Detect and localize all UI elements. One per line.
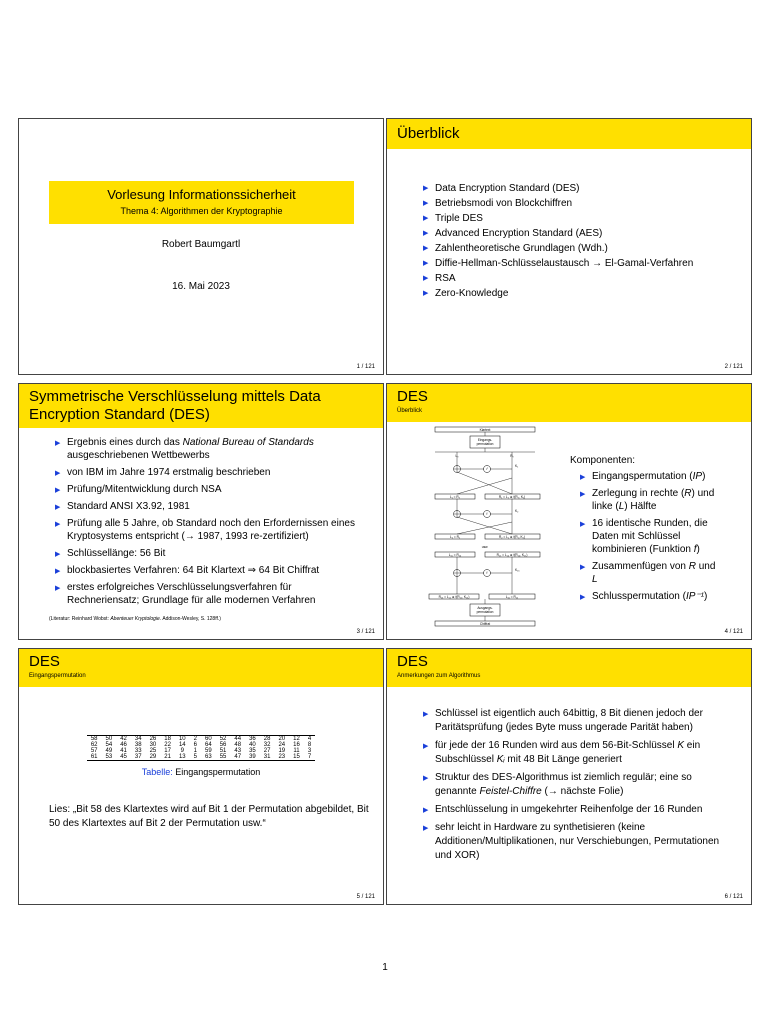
table-cell: 21 bbox=[164, 754, 171, 760]
svg-text:L₂ = R₁: L₂ = R₁ bbox=[449, 535, 461, 539]
lecture-subtitle: Thema 4: Algorithmen der Kryptographie bbox=[120, 206, 283, 216]
slide-2 bbox=[386, 118, 752, 375]
slide-header bbox=[387, 649, 751, 687]
table-cell: 10 bbox=[178, 736, 186, 742]
svg-text:R₁ = L₀ ⊕ f(R₀, K₁): R₁ = L₀ ⊕ f(R₀, K₁) bbox=[498, 495, 526, 499]
svg-text:L₁₅ = R₁₄: L₁₅ = R₁₄ bbox=[448, 553, 462, 557]
table-cell: 20 bbox=[278, 736, 286, 742]
slide-title: DES bbox=[397, 388, 428, 405]
table-cell: 61 bbox=[90, 754, 98, 760]
list-item: ▶ Ergebnis eines durch das National Bureau of Standards ausgeschriebenen Wettbewerbs bbox=[55, 436, 360, 462]
table-cell: 25 bbox=[149, 748, 157, 754]
slide-page-number: 4 / 121 bbox=[724, 629, 743, 635]
ip-label: Eingangs- bbox=[477, 438, 493, 442]
table-cell: 34 bbox=[134, 736, 142, 742]
svg-text:R₀: R₀ bbox=[510, 454, 514, 458]
list-item: ▶ Betriebsmodi von Blockchiffren bbox=[423, 198, 743, 209]
table-cell: 62 bbox=[90, 742, 98, 748]
slide-subtitle: Anmerkungen zum Algorithmus bbox=[397, 673, 481, 679]
list-item: ▶ Prüfung alle 5 Jahre, ob Standard noch den Erfordernissen eines Kryptosystems entspricht (→ 1987, 1993 re-zertifiziert) bbox=[55, 517, 360, 543]
table-cell: 42 bbox=[120, 736, 127, 742]
literature-reference: (Literatur: Reinhard Wobst: Abenteuer Kryptologie. Addison-Wesley, S. 128ff.) bbox=[49, 616, 221, 622]
table-cell: 50 bbox=[105, 736, 113, 742]
slide-6 bbox=[386, 648, 752, 905]
table-cell: 37 bbox=[134, 754, 142, 760]
list-item: ▶ erstes erfolgreiches Verschlüsselungsverfahren für Rechneriensatz; Grundlage für alle modernen Verfahren bbox=[55, 581, 360, 607]
date: 16. Mai 2023 bbox=[172, 281, 230, 292]
chiffrat-label: Chiffrat bbox=[479, 622, 491, 626]
svg-text:L₀: L₀ bbox=[455, 454, 459, 458]
document-page-number: 1 bbox=[382, 962, 388, 973]
list-item: ▶ 16 identische Runden, die Daten mit Schlüssel kombinieren (Funktion f) bbox=[580, 517, 720, 556]
fp-label: Ausgangs- bbox=[477, 606, 493, 610]
slide-header bbox=[19, 384, 383, 428]
table-cell: 52 bbox=[219, 736, 227, 742]
list-item: ▶ blockbasiertes Verfahren: 64 Bit Klartext ⇒ 64 Bit Chiffrat bbox=[55, 564, 360, 577]
table-cell: 44 bbox=[234, 736, 242, 742]
svg-text:K₂: K₂ bbox=[515, 509, 519, 513]
permutation-table-wrap bbox=[19, 735, 383, 777]
list-item: ▶ Zerlegung in rechte (R) und linke (L) Hälfte bbox=[580, 487, 720, 513]
table-cell: 38 bbox=[134, 742, 142, 748]
des-facts-list bbox=[55, 436, 360, 611]
slide-page-number: 2 / 121 bbox=[724, 364, 743, 370]
table-cell: 47 bbox=[234, 754, 242, 760]
table-cell: 29 bbox=[149, 754, 157, 760]
table-cell: 8 bbox=[307, 742, 312, 748]
overview-list bbox=[423, 183, 743, 303]
table-cell: 35 bbox=[249, 748, 256, 754]
table-cell: 60 bbox=[205, 736, 212, 742]
table-cell: 64 bbox=[205, 742, 212, 748]
list-item: ▶ von IBM im Jahre 1974 erstmalig beschrieben bbox=[55, 466, 360, 479]
list-item: ▶ RSA bbox=[423, 273, 743, 284]
des-structure-diagram bbox=[427, 422, 547, 634]
table-cell: 36 bbox=[249, 736, 256, 742]
table-cell: 1 bbox=[193, 748, 197, 754]
table-cell: 54 bbox=[105, 742, 113, 748]
svg-text:permutation: permutation bbox=[476, 610, 494, 614]
title-box bbox=[49, 181, 354, 224]
slide-4 bbox=[386, 383, 752, 640]
table-cell: 5 bbox=[193, 754, 197, 760]
table-cell: 4 bbox=[307, 736, 312, 742]
table-cell: 30 bbox=[149, 742, 157, 748]
table-cell: 63 bbox=[205, 754, 212, 760]
table-cell: 27 bbox=[263, 748, 271, 754]
table-cell: 51 bbox=[219, 748, 227, 754]
list-item: ▶ Triple DES bbox=[423, 213, 743, 224]
list-item: ▶ Diffie-Hellman-Schlüsselaustausch → El-Gamal-Verfahren bbox=[423, 258, 743, 269]
table-cell: 40 bbox=[249, 742, 256, 748]
list-item: ▶ Zusammenfügen von R und L bbox=[580, 560, 720, 586]
slide-header bbox=[19, 649, 383, 687]
list-item: ▶ sehr leicht in Hardware zu synthetisieren (keine Additionen/Multiplikationen, nur Verschiebungen, Permutationen und XOR) bbox=[423, 821, 723, 863]
svg-text:R₁₅ = L₁₄ ⊕ f(R₁₄, K₁₅): R₁₅ = L₁₄ ⊕ f(R₁₄, K₁₅) bbox=[496, 553, 528, 557]
table-cell: 31 bbox=[263, 754, 271, 760]
slide-page-number: 6 / 121 bbox=[724, 894, 743, 900]
slide-page-number: 1 / 121 bbox=[356, 364, 375, 370]
svg-text:permutation: permutation bbox=[476, 442, 494, 446]
svg-text:f: f bbox=[486, 467, 488, 472]
klartext-label: Klartext bbox=[479, 428, 491, 432]
reading-note: Lies: „Bit 58 des Klartextes wird auf Bit 1 der Permutation abgebildet, Bit 50 des Klartextes auf Bit 2 der Permutation usw.“ bbox=[49, 804, 369, 829]
svg-text:L₁ = R₀: L₁ = R₀ bbox=[449, 495, 461, 499]
list-item: ▶ Zero-Knowledge bbox=[423, 288, 743, 299]
svg-text:f: f bbox=[486, 571, 488, 576]
table-cell: 39 bbox=[249, 754, 256, 760]
components-title: Komponenten: bbox=[570, 455, 636, 466]
list-item: ▶ Entschlüsselung in umgekehrter Reihenfolge der 16 Runden bbox=[423, 803, 723, 817]
table-cell: 6 bbox=[193, 742, 197, 748]
list-item: ▶ Data Encryption Standard (DES) bbox=[423, 183, 743, 194]
list-item: ▶ Eingangspermutation (IP) bbox=[580, 470, 720, 483]
list-item: ▶ für jede der 16 Runden wird aus dem 56-Bit-Schlüssel K ein Subschlüssel Kᵢ mit 48 Bit Länge generiert bbox=[423, 739, 723, 767]
table-cell: 9 bbox=[180, 748, 184, 754]
list-item: ▶ Schlusspermutation (IP⁻¹) bbox=[580, 590, 720, 603]
components-list bbox=[580, 470, 720, 603]
table-cell: 2 bbox=[193, 736, 197, 742]
slide-3 bbox=[18, 383, 384, 640]
list-item: ▶ Advanced Encryption Standard (AES) bbox=[423, 228, 743, 239]
list-item: ▶ Zahlentheoretische Grundlagen (Wdh.) bbox=[423, 243, 743, 254]
components-block bbox=[570, 454, 720, 607]
svg-text:K₁₆: K₁₆ bbox=[515, 568, 520, 572]
list-item: ▶ Standard ANSI X3.92, 1981 bbox=[55, 500, 360, 513]
svg-text:K₁: K₁ bbox=[515, 464, 519, 468]
slide-header bbox=[387, 119, 751, 149]
table-cell: 7 bbox=[307, 754, 312, 760]
table-cell: 26 bbox=[149, 736, 157, 742]
table-cell: 41 bbox=[120, 748, 127, 754]
slide-page-number: 5 / 121 bbox=[356, 894, 375, 900]
table-row bbox=[87, 754, 315, 761]
notes-list bbox=[423, 707, 723, 867]
author: Robert Baumgartl bbox=[161, 239, 241, 250]
slide-title: Überblick bbox=[397, 125, 460, 142]
permutation-table bbox=[87, 735, 315, 761]
svg-text:usw.: usw. bbox=[481, 545, 489, 549]
slide-1 bbox=[18, 118, 384, 375]
table-cell: 12 bbox=[293, 736, 300, 742]
svg-text:R₂ = L₁ ⊕ f(R₁, K₂): R₂ = L₁ ⊕ f(R₁, K₂) bbox=[499, 535, 525, 539]
table-cell: 32 bbox=[263, 742, 271, 748]
table-cell: 53 bbox=[105, 754, 113, 760]
table-cell: 23 bbox=[278, 754, 286, 760]
table-cell: 45 bbox=[120, 754, 127, 760]
table-cell: 15 bbox=[293, 754, 300, 760]
table-cell: 22 bbox=[164, 742, 171, 748]
list-item: ▶ Struktur des DES-Algorithmus ist ziemlich regulär; eine so genannte Feistel-Chiffre (→ nächste Folie) bbox=[423, 771, 723, 799]
table-cell: 16 bbox=[293, 742, 300, 748]
slide-subtitle: Überblick bbox=[397, 408, 423, 414]
svg-text:f: f bbox=[486, 512, 488, 517]
slide-title: DES bbox=[29, 653, 60, 670]
list-item: ▶ Schlüssel ist eigentlich auch 64bittig, 8 Bit dienen jedoch der Paritätsprüfung (jedes Byte muss ungerade Parität haben) bbox=[423, 707, 723, 735]
table-cell: 3 bbox=[307, 748, 312, 754]
table-cell: 14 bbox=[178, 742, 186, 748]
table-cell: 28 bbox=[263, 736, 271, 742]
table-cell: 18 bbox=[164, 736, 171, 742]
table-cell: 33 bbox=[134, 748, 142, 754]
table-cell: 11 bbox=[293, 748, 300, 754]
table-cell: 24 bbox=[278, 742, 286, 748]
slide-title: DES bbox=[397, 653, 428, 670]
table-cell: 58 bbox=[90, 736, 98, 742]
table-caption: Tabelle: Eingangspermutation bbox=[141, 767, 261, 777]
slide-page-number: 3 / 121 bbox=[356, 629, 375, 635]
slide-subtitle: Eingangspermutation bbox=[29, 673, 86, 679]
svg-text:R₁₆ = L₁₅ ⊕ f(R₁₅, K₁₆): R₁₆ = L₁₅ ⊕ f(R₁₅, K₁₆) bbox=[438, 595, 470, 599]
slide-header bbox=[387, 384, 751, 422]
table-cell: 57 bbox=[90, 748, 98, 754]
list-item: ▶ Prüfung/Mitentwicklung durch NSA bbox=[55, 483, 360, 496]
table-cell: 48 bbox=[234, 742, 242, 748]
table-cell: 55 bbox=[219, 754, 227, 760]
lecture-title: Vorlesung Informationssicherheit bbox=[107, 187, 296, 202]
svg-text:L₁₆ = R₁₅: L₁₆ = R₁₅ bbox=[505, 595, 519, 599]
table-cell: 19 bbox=[278, 748, 286, 754]
slide-5 bbox=[18, 648, 384, 905]
table-cell: 46 bbox=[120, 742, 127, 748]
table-cell: 17 bbox=[164, 748, 171, 754]
list-item: ▶ Schlüssellänge: 56 Bit bbox=[55, 547, 360, 560]
table-cell: 43 bbox=[234, 748, 242, 754]
table-cell: 59 bbox=[205, 748, 212, 754]
table-cell: 13 bbox=[178, 754, 186, 760]
slide-title: Symmetrische Verschlüsselung mittels Data Encryption Standard (DES) bbox=[29, 388, 321, 423]
table-cell: 56 bbox=[219, 742, 227, 748]
table-cell: 49 bbox=[105, 748, 113, 754]
